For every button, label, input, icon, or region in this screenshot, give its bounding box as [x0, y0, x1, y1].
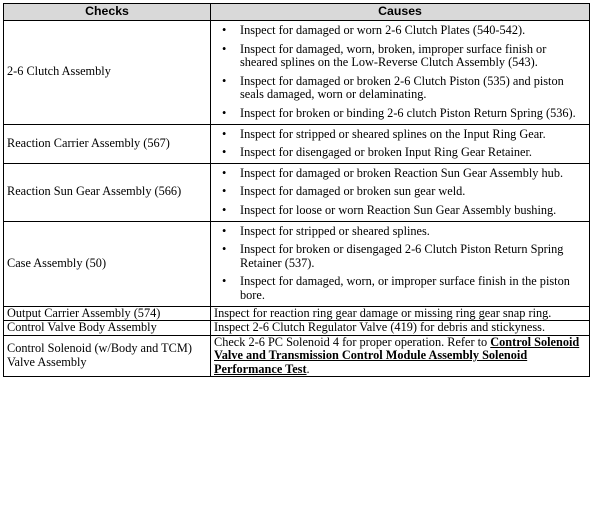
- bullet-icon: •: [222, 202, 227, 217]
- causes-list: [214, 222, 586, 306]
- cause-text: Inspect for damaged or worn 2-6 Clutch Plates (540-542).: [240, 23, 526, 37]
- cause-item: [222, 23, 586, 38]
- cause-item: [222, 105, 586, 121]
- cause-cell: [211, 335, 590, 377]
- table-row: [4, 21, 590, 125]
- cause-item: [222, 126, 586, 142]
- bullet-icon: •: [222, 145, 227, 160]
- checks-causes-table: [3, 3, 590, 377]
- bullet-icon: •: [222, 105, 227, 120]
- bullet-icon: •: [222, 126, 227, 141]
- cause-item: [222, 145, 586, 160]
- cause-text: Inspect for disengaged or broken Input Ring Gear Retainer.: [240, 145, 532, 160]
- cause-cell: Inspect 2-6 Clutch Regulator Valve (419) for debris and stickyness.: [211, 321, 590, 336]
- cause-item: [222, 165, 586, 181]
- solenoid-performance-test-link[interactable]: Control Solenoid Valve and Transmission Control Module Assembly Solenoid Performance Test: [214, 334, 580, 376]
- cause-text: Inspect for broken or disengaged 2-6 Clutch Piston Return Spring Retainer (537).: [240, 242, 564, 270]
- cause-suffix-text: .: [306, 361, 310, 376]
- table-row: [4, 221, 590, 306]
- bullet-icon: •: [222, 184, 227, 199]
- checks-column-header: Checks: [4, 4, 211, 21]
- table-header-row: [4, 4, 590, 21]
- cause-prefix-text: Check 2-6 PC Solenoid 4 for proper operation. Refer to: [214, 334, 491, 349]
- table-row: [4, 306, 590, 321]
- cause-text: Inspect for loose or worn Reaction Sun Gear Assembly bushing.: [240, 202, 557, 217]
- cause-text: Inspect for damaged or broken Reaction Sun Gear Assembly hub.: [240, 165, 564, 180]
- cause-item: [222, 73, 586, 102]
- cause-text: Inspect for damaged or broken sun gear weld.: [240, 184, 466, 199]
- check-cell: 2-6 Clutch Assembly: [4, 21, 211, 125]
- check-cell: Control Solenoid (w/Body and TCM) Valve Assembly: [4, 335, 211, 377]
- bullet-icon: •: [222, 73, 227, 88]
- causes-column-header: Causes: [211, 4, 590, 21]
- cause-text: Inspect for stripped or sheared splines.: [240, 223, 430, 238]
- cause-cell: Inspect for reaction ring gear damage or missing ring gear snap ring.: [211, 306, 590, 321]
- cause-item: [222, 223, 586, 239]
- check-cell: Output Carrier Assembly (574): [4, 306, 211, 321]
- cause-text: Inspect for broken or binding 2-6 clutch Piston Return Spring (536).: [240, 105, 576, 120]
- check-cell: Control Valve Body Assembly: [4, 321, 211, 336]
- check-cell: Case Assembly (50): [4, 221, 211, 306]
- cause-text: Inspect for damaged, worn, or improper surface finish in the piston bore.: [240, 274, 570, 302]
- cause-text: Inspect for stripped or sheared splines on the Input Ring Gear.: [240, 126, 546, 141]
- cause-item: [222, 242, 586, 270]
- cause-item: [222, 41, 586, 70]
- causes-cell: [211, 21, 590, 125]
- check-cell: Reaction Sun Gear Assembly (566): [4, 163, 211, 221]
- cause-item: [222, 202, 586, 218]
- causes-cell: [211, 163, 590, 221]
- cause-item: [222, 184, 586, 199]
- bullet-icon: •: [222, 223, 227, 238]
- causes-cell: [211, 124, 590, 163]
- table-row: [4, 335, 590, 377]
- causes-list: [214, 125, 586, 163]
- bullet-icon: •: [222, 274, 227, 289]
- bullet-icon: •: [222, 41, 227, 56]
- cause-item: [222, 274, 586, 302]
- bullet-icon: •: [222, 23, 227, 37]
- table-row: [4, 124, 590, 163]
- cause-text: Inspect for damaged, worn, broken, improper surface finish or sheared splines on the Low-Reverse Clutch Assembly (543).: [240, 41, 547, 70]
- table-row: [4, 321, 590, 336]
- bullet-icon: •: [222, 242, 227, 257]
- bullet-icon: •: [222, 165, 227, 180]
- cause-text: Inspect for damaged or broken 2-6 Clutch Piston (535) and piston seals damaged, worn or delaminating.: [240, 73, 564, 102]
- causes-list: [214, 21, 586, 124]
- table-row: [4, 163, 590, 221]
- causes-cell: [211, 221, 590, 306]
- check-cell: Reaction Carrier Assembly (567): [4, 124, 211, 163]
- causes-list: [214, 164, 586, 221]
